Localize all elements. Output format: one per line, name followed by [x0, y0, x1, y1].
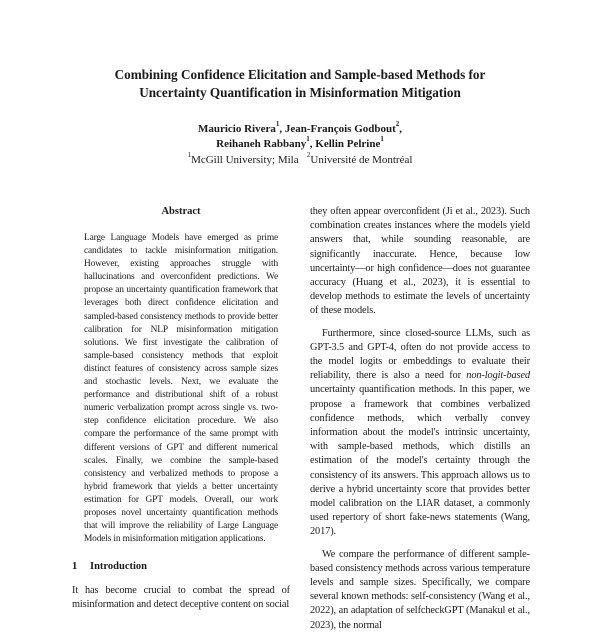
section-title: Introduction	[90, 561, 147, 573]
affiliation-montreal: Université de Montréal	[310, 154, 413, 166]
author-name: Mauricio Rivera	[197, 123, 276, 135]
paragraph-1: they often appear overconfident (Ji et al., 2023). Such combination creates instances where the models yield answers that, while sounding reasonable, are significantly inaccurate. Hence, because low uncertainty—or high confidence—does not guarantee accuracy (Huang et al., 2023), it is essential to develop methods to estimate the levels of uncertainty of these models.	[310, 206, 530, 317]
abstract-heading: Abstract	[161, 206, 201, 217]
affiliation-marker: 1	[380, 135, 384, 144]
emphasis-non-logit-based: non-logit-based	[466, 370, 530, 382]
intro-paragraph-container	[72, 584, 290, 614]
affiliation-marker: 1	[306, 135, 310, 144]
title-line-1: Combining Confidence Elicitation and Sample-based Methods for	[114, 67, 486, 82]
affiliation-marker: 1	[275, 120, 280, 129]
author-line-1: Mauricio Rivera$^1$, Jean-François Godbout$^2$,	[197, 120, 403, 135]
affiliation-mcgill: McGill University; Mila	[191, 154, 299, 166]
abstract-text: Large Language Models have emerged as prime candidates to tackle misinformation mitigation. However, existing approaches struggle with hallucinations and overconfident predictions. We propose an uncertainty quantification framework that leverages both direct confidence elicitation and sampled-based consistency methods to provide better calibration for NLP misinformation mitigation solutions. We first investigate the calibration of sample-based consistency methods that exploit distinct features of consistency across sample sizes and stochastic levels. Next, we evaluate the performance and distributional shift of a robust numeric verbalization prompt across single vs. two-step confidence elicitation procedure. We also compare the performance of the same prompt with different versions of GPT and different numerical scales. Finally, we combine the sample-based consistency and verbalized methods to propose a hybrid framework that yields a better uncertainty estimation for GPT models. Overall, our work proposes novel uncertainty quantification methods that will improve the reliability of Large Language Models in misinformation mitigation applications.	[84, 233, 278, 545]
paper-title	[40, 66, 560, 102]
paragraph-2	[310, 327, 530, 540]
author-list	[40, 122, 560, 152]
right-column	[310, 205, 530, 631]
affiliation-marker: 1	[187, 151, 192, 160]
section-number: 1	[72, 561, 78, 573]
left-column	[72, 205, 290, 614]
paragraph-2-text-a: Furthermore, since closed-source LLMs, such as GPT-3.5 and GPT-4, often do not provide access to the model logits or embeddings to evaluate their reliability, there is also a need for	[310, 327, 530, 382]
affiliation-marker: 2	[306, 151, 311, 160]
author-name: Reihaneh Rabbany	[216, 138, 307, 150]
author-line-2: Reihaneh Rabbany$^1$, Kellin Pelrine$^1$	[216, 135, 384, 150]
paragraph-2-text-b: uncertainty quantification methods. In this paper, we propose a framework that combines verbalized confidence methods, which verbally convey information about the model's intrinsic uncertainty, with sample-based methods, which distills an estimation of the model's certainty through the consistency of its answers. This approach allows us to derive a hybrid uncertainty score that provides better model calibration on the LIAR dataset, a commonly used repertory of short fake-news statements (Wang, 2017).	[310, 384, 530, 538]
title-line-2: Uncertainty Quantification in Misinformation Mitigation	[139, 85, 461, 100]
paragraph-3: We compare the performance of different sample-based consistency methods across various temperature levels and sample sizes. Specifically, we compare several known methods: self-consistency (Wang et al., 2022), an adaptation of selfcheckGPT (Manakul et al., 2023), the normal	[310, 548, 530, 631]
section-heading-introduction	[72, 560, 290, 574]
author-name: Kellin Pelrine	[315, 138, 381, 150]
affiliation-marker: 2	[395, 120, 400, 129]
intro-paragraph: It has become crucial to combat the spread of misinformation and detect deceptive content on social	[72, 585, 290, 611]
author-name: Jean-François Godbout	[284, 123, 396, 135]
affiliations	[40, 153, 560, 167]
